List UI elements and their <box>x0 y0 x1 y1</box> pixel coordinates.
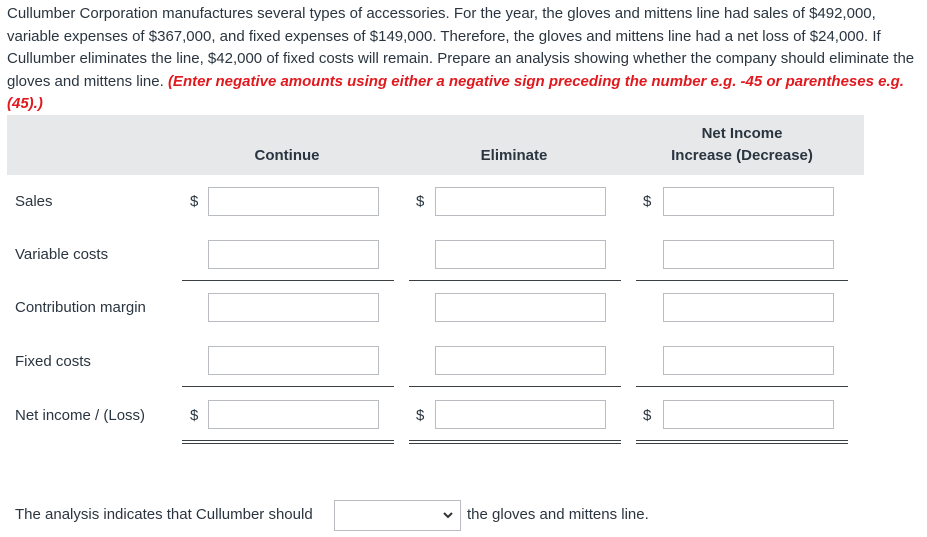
subtotal-rule <box>409 386 621 387</box>
fixed-costs-eliminate-input[interactable] <box>435 346 606 375</box>
problem-statement <box>7 3 923 116</box>
contribution-margin-continue-input[interactable] <box>208 293 379 322</box>
row-label-net-income: Net income / (Loss) <box>15 407 146 424</box>
dollar-sign: $ <box>190 193 199 210</box>
total-double-rule <box>636 440 848 441</box>
decision-select[interactable] <box>334 500 461 531</box>
sales-eliminate-input[interactable] <box>435 187 606 216</box>
variable-costs-net-input[interactable] <box>663 240 834 269</box>
dollar-sign: $ <box>190 407 199 424</box>
row-label-contribution-margin: Contribution margin <box>15 299 146 316</box>
contribution-margin-net-input[interactable] <box>663 293 834 322</box>
net-income-eliminate-input[interactable] <box>435 400 606 429</box>
contribution-margin-eliminate-input[interactable] <box>435 293 606 322</box>
dollar-sign: $ <box>416 407 425 424</box>
subtotal-rule <box>182 386 394 387</box>
variable-costs-continue-input[interactable] <box>208 240 379 269</box>
total-double-rule <box>636 443 848 444</box>
subtotal-rule <box>636 280 848 281</box>
net-income-net-input[interactable] <box>663 400 834 429</box>
problem-instruction: (Enter negative amounts using either a negative sign preceding the number e.g. -45 or parentheses e.g. (45).) <box>7 72 904 112</box>
sales-net-input[interactable] <box>663 187 834 216</box>
subtotal-rule <box>409 280 621 281</box>
net-income-continue-input[interactable] <box>208 400 379 429</box>
row-label-sales: Sales <box>15 193 53 210</box>
header-eliminate: Eliminate <box>480 147 548 164</box>
variable-costs-eliminate-input[interactable] <box>435 240 606 269</box>
chevron-down-icon <box>442 508 454 527</box>
conclusion-suffix: the gloves and mittens line. <box>467 506 649 523</box>
header-net-income-line2: Increase (Decrease) <box>671 147 813 164</box>
conclusion-prefix: The analysis indicates that Cullumber should <box>15 506 313 523</box>
total-double-rule <box>182 440 394 441</box>
subtotal-rule <box>636 386 848 387</box>
header-net-income-line1: Net Income <box>701 125 783 142</box>
dollar-sign: $ <box>643 193 652 210</box>
fixed-costs-continue-input[interactable] <box>208 346 379 375</box>
problem-text: Cullumber Corporation manufactures several types of accessories. For the year, the gloves and mittens line had sales of $492,000, variable expenses of $367,000, and fixed expenses of $149,000. Therefore, the gloves and mittens line had a net loss of $24,000. If Cullumber eliminates the line, $42,000 of fixed costs will remain. Prepare an analysis showing whether the company should eliminate the gloves and mittens line. <box>7 5 915 90</box>
row-label-fixed-costs: Fixed costs <box>15 353 91 370</box>
dollar-sign: $ <box>643 407 652 424</box>
sales-continue-input[interactable] <box>208 187 379 216</box>
total-double-rule <box>409 440 621 441</box>
row-label-variable-costs: Variable costs <box>15 246 109 263</box>
dollar-sign: $ <box>416 193 425 210</box>
subtotal-rule <box>182 280 394 281</box>
total-double-rule <box>409 443 621 444</box>
fixed-costs-net-input[interactable] <box>663 346 834 375</box>
header-continue: Continue <box>254 147 320 164</box>
total-double-rule <box>182 443 394 444</box>
